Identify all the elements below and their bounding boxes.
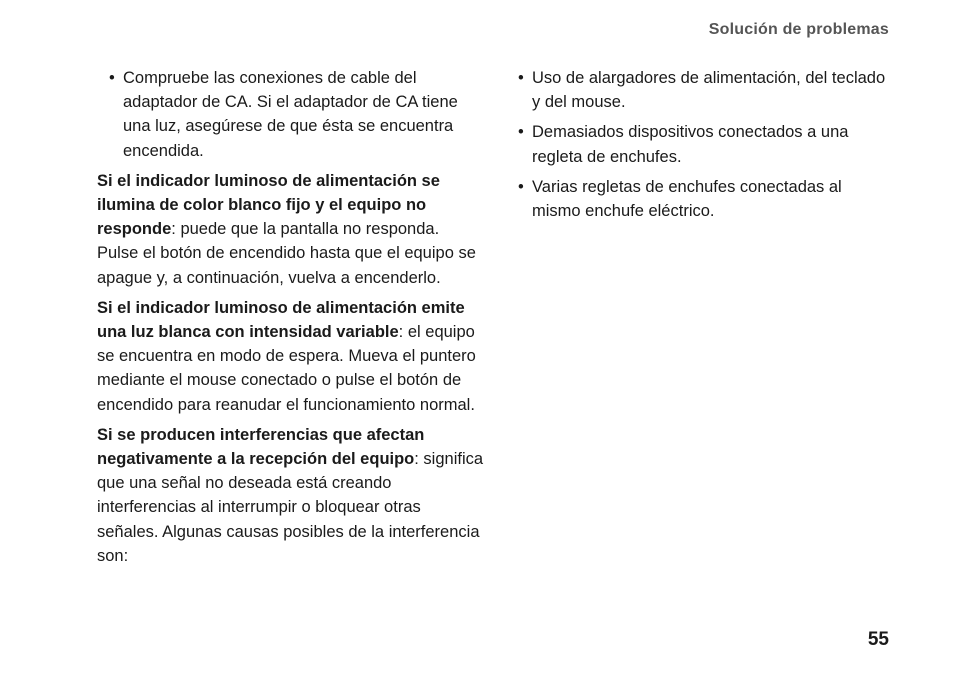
paragraph-pulsing-white-light	[97, 296, 485, 417]
bullet-item-ac-adapter: • Compruebe las conexiones de cable del adaptador de CA. Si el adaptador de CA tiene una luz, asegúrese de que ésta se encuentra encendida.	[109, 66, 485, 163]
paragraph-heading: Si el indicador luminoso de alimentación emite una luz blanca con intensidad variable	[97, 298, 465, 342]
right-column	[518, 66, 890, 229]
left-column	[97, 66, 485, 574]
paragraph-body: : el equipo se encuentra en modo de espera. Mueva el puntero mediante el mouse conectado o pulse el botón de encendido para reanudar el funcionamiento normal.	[97, 323, 476, 414]
paragraph-interference	[97, 423, 485, 568]
page-number: 55	[867, 629, 889, 650]
paragraph-heading: Si se producen interferencias que afectan negativamente a la recepción del equipo	[97, 425, 425, 469]
bullet-item-power-strip-devices: • Demasiados dispositivos conectados a una regleta de enchufes.	[518, 120, 890, 168]
bullet-item-extension-cables: • Uso de alargadores de alimentación, del teclado y del mouse.	[518, 66, 890, 114]
bullet-item-multiple-power-strips: • Varias regletas de enchufes conectadas al mismo enchufe eléctrico.	[518, 175, 890, 223]
paragraph-body: : significa que una señal no deseada está creando interferencias al interrumpir o bloquear otras señales. Algunas causas posibles de la interferencia son:	[97, 450, 484, 565]
paragraph-heading: Si el indicador luminoso de alimentación se ilumina de color blanco fijo y el equipo no responde	[97, 171, 440, 239]
paragraph-body: : puede que la pantalla no responda. Pulse el botón de encendido hasta que el equipo se apague y, a continuación, vuelva a encenderlo.	[97, 220, 476, 287]
section-header: Solución de problemas	[708, 21, 889, 38]
paragraph-solid-white-light	[97, 169, 485, 290]
